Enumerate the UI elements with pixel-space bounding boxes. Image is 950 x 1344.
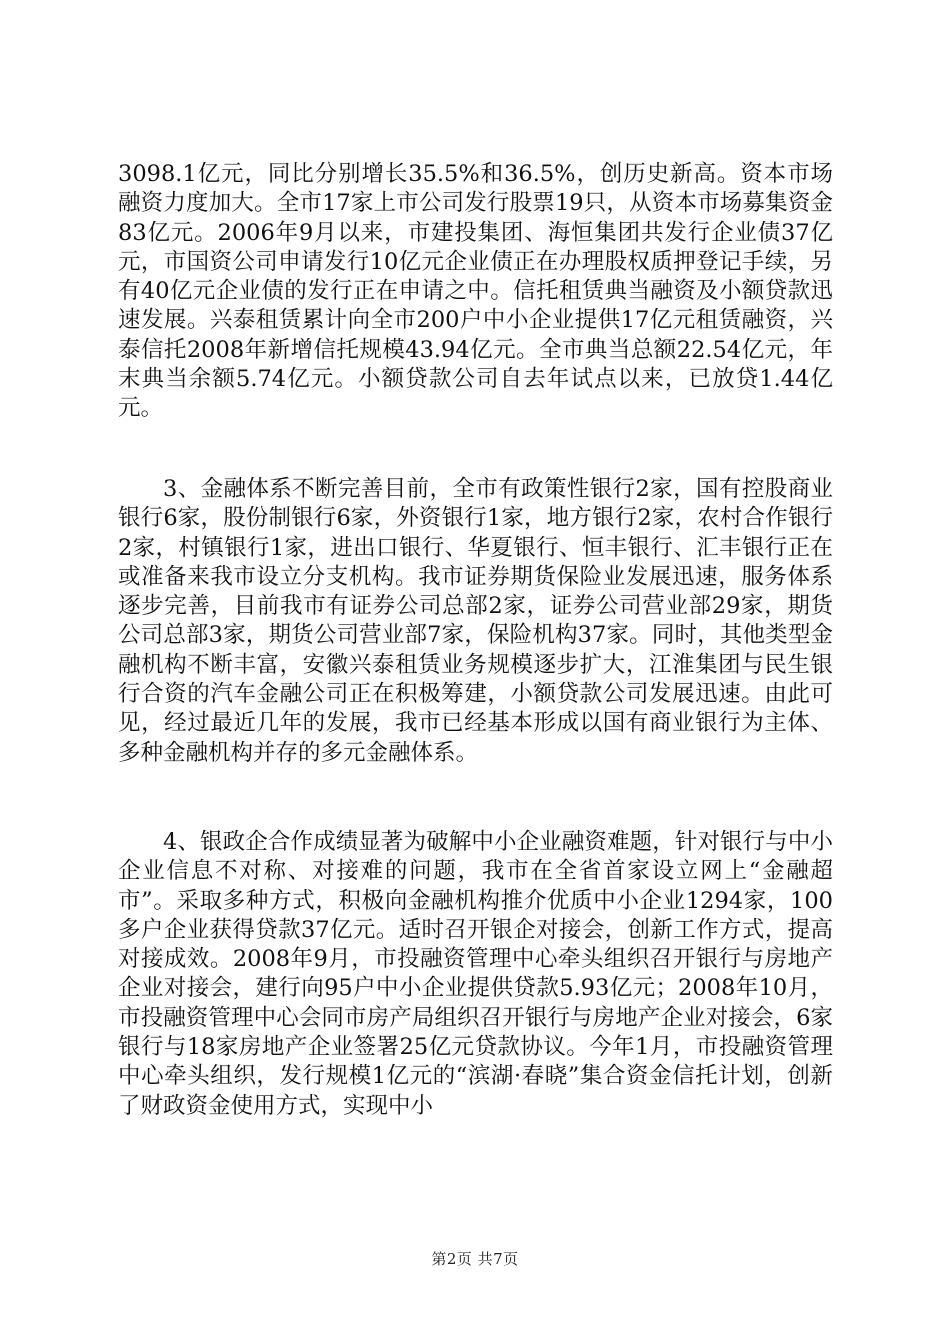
paragraph-bank-government-cooperation: 4、银政企合作成绩显著为破解中小企业融资难题，针对银行与中小企业信息不对称、对接难的问题，我市在全省首家设立网上“金融超市”。采取多种方式，积极向金融机构推介优质中小企业1294家，100多户企业获得贷款37亿元。适时召开银企对接会，创新工作方式，提高对接成效。2008年9月，市投融资管理中心牵头组织召开银行与房地产企业对接会，建行向95户中小企业提供贷款5.93亿元；2008年10月，市投融资管理中心会同市房产局组织召开银行与房地产企业对接会，6家银行与18家房地产企业签署25亿元贷款协议。今年1月，市投融资管理中心牵头组织，发行规模1亿元的“滨湖·春晓”集合资金信托计划，创新了财政资金使用方式，实现中小: [118, 829, 833, 1119]
paragraph-capital-market: 3098.1亿元，同比分别增长35.5%和36.5%，创历史新高。资本市场融资力度加大。全市17家上市公司发行股票19只，从资本市场募集资金83亿元。2006年9月以来，市建投集团、海恒集团共发行企业债37亿元，市国资公司申请发行10亿元企业债正在办理股权质押登记手续，另有40亿元企业债的发行正在申请之中。信托租赁典当融资及小额贷款迅速发展。兴泰租赁累计向全市200户中小企业提供17亿元租赁融资，兴泰信托2008年新增信托规模43.94亿元。全市典当总额22.54亿元，年末典当余额5.74亿元。小额贷款公司自去年试点以来，已放贷1.44亿元。: [118, 161, 833, 422]
page-number-footer: 第2页 共7页: [431, 1250, 519, 1268]
paragraph-financial-system: 3、金融体系不断完善目前，全市有政策性银行2家，国有控股商业银行6家，股份制银行6家，外资银行1家，地方银行2家，农村合作银行2家，村镇银行1家，进出口银行、华夏银行、恒丰银行、汇丰银行正在或准备来我市设立分支机构。我市证券期货保险业发展迅速，服务体系逐步完善，目前我市有证券公司总部2家，证券公司营业部29家，期货公司总部3家，期货公司营业部7家，保险机构37家。同时，其他类型金融机构不断丰富，安徽兴泰租赁业务规模逐步扩大，江淮集团与民生银行合资的汽车金融公司正在积极筹建，小额贷款公司发展迅速。由此可见，经过最近几年的发展，我市已经基本形成以国有商业银行为主体、多种金融机构并存的多元金融体系。: [118, 476, 833, 766]
